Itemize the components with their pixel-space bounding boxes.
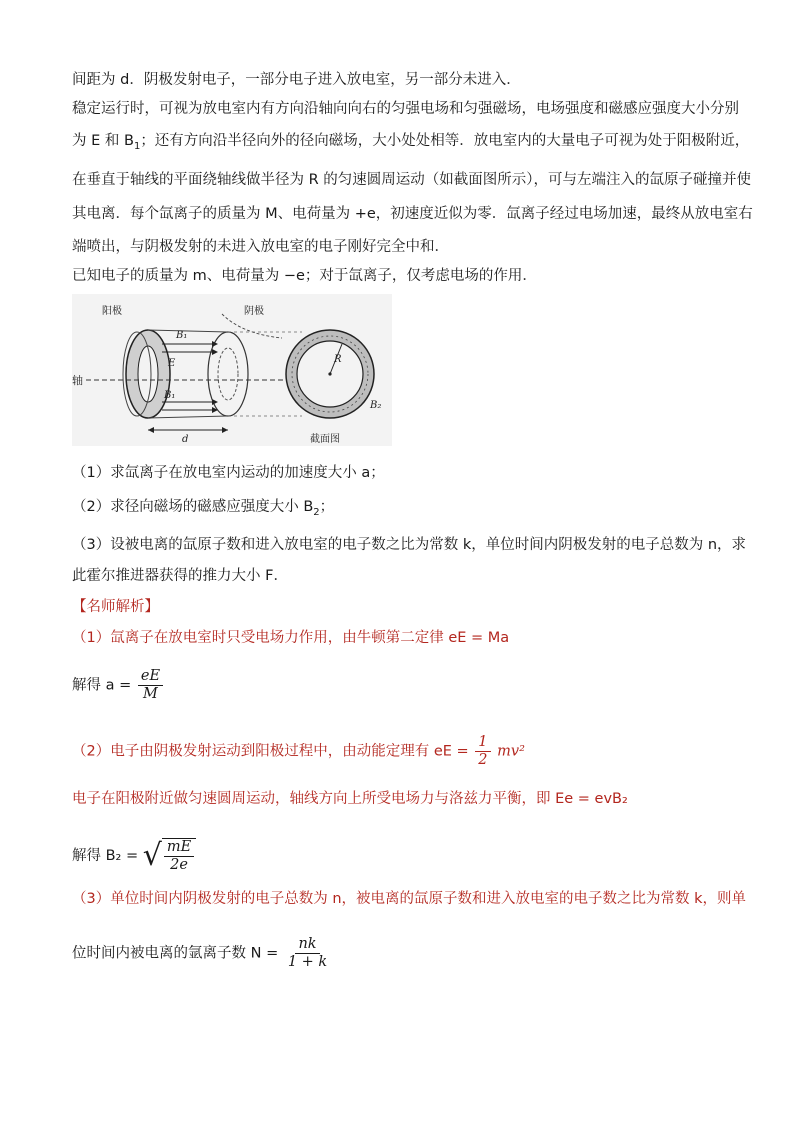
b2-label: B₂ — [370, 400, 382, 411]
hall-thruster-figure — [72, 294, 392, 446]
solution-header: 【名师解析】 — [72, 599, 159, 615]
answer-1-result: 解得 a = $\frac{eE}{M}$ — [72, 668, 165, 703]
b1-label-lower: B₁ — [164, 390, 176, 401]
cathode-label: 阴极 — [244, 306, 264, 317]
text-line: 间距为 d．阴极发射电子，一部分电子进入放电室，另一部分未进入． — [72, 72, 521, 88]
question-1: （1）求氙离子在放电室内运动的加速度大小 a； — [72, 465, 385, 481]
d-label: d — [182, 434, 189, 445]
question-3-line1: （3）设被电离的氙原子数和进入放电室的电子数之比为常数 k，单位时间内阴极发射的电子总数为 n，求 — [72, 537, 747, 553]
text-line: 端喷出，与阴极发射的未进入放电室的电子刚好完全中和． — [72, 239, 449, 255]
answer-3-result: 位时间内被电离的氩离子数 N = $\frac{nk}{1 + k}$ — [72, 936, 328, 970]
figure-caption: 截面图 — [310, 434, 340, 445]
answer-2: （2）电子由阴极发射运动到阳极过程中，由动能定理有 eE = $\frac{1}{2}$ mv² — [72, 734, 525, 768]
text-line: 为 E 和 $B_1$；还有方向沿半径向外的径向磁场，大小处处相等．放电室内的大量电子可视为处于阳极附近， — [72, 133, 750, 152]
answer-3: （3）单位时间内阴极发射的电子总数为 n，被电离的氙原子数和进入放电室的电子数之比为常数 k，则单 — [72, 891, 747, 907]
question-3-line2: 此霍尔推进器获得的推力大小 F． — [72, 568, 288, 584]
answer-2-balance: 电子在阳极附近做匀速圆周运动，轴线方向上所受电场力与洛兹力平衡，即 Ee = evB₂ — [72, 791, 628, 807]
b1-label: B₁ — [176, 330, 188, 341]
text-line: 在垂直于轴线的平面绕轴线做半径为 R 的匀速圆周运动（如截面图所示），可与左端注入的氙原子碰撞并使 — [72, 172, 752, 188]
e-label: E — [168, 358, 176, 369]
answer-2-result: 解得 B₂ = √ $\frac{mE}{2e}$ — [72, 838, 196, 874]
text-line: 稳定运行时，可视为放电室内有方向沿轴向向右的匀强电场和匀强磁场，电场强度和磁感应强度大小分别 — [72, 101, 739, 117]
axis-label: 轴 — [72, 374, 83, 387]
text-line: 已知电子的质量为 m、电荷量为 −e；对于氙离子，仅考虑电场的作用． — [72, 268, 537, 284]
r-label: R — [334, 354, 342, 365]
anode-label: 阳极 — [102, 306, 122, 317]
answer-1: （1）氙离子在放电室时只受电场力作用，由牛顿第二定律 eE = Ma — [72, 630, 510, 646]
question-2: （2）求径向磁场的磁感应强度大小 $B_2$； — [72, 499, 335, 518]
text-line: 其电离．每个氙离子的质量为 M、电荷量为 +e，初速度近似为零．氙离子经过电场加速，最终从放电室右 — [72, 206, 753, 222]
